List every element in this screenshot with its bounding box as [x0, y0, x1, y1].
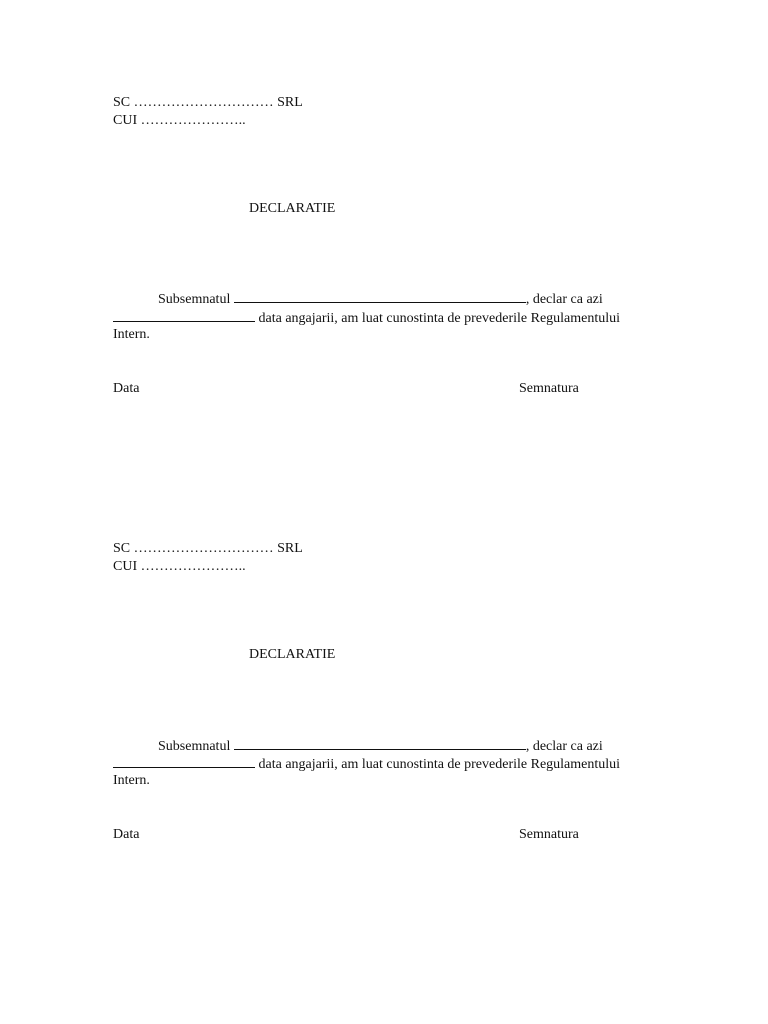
body-line-3: Intern. [113, 773, 150, 788]
declaration-title: DECLARATIE [249, 647, 336, 662]
body-line-2 [113, 755, 620, 773]
body-continuation: data angajarii, am luat cunostinta de prevederile Regulamentului [255, 311, 621, 326]
body-continuation: data angajarii, am luat cunostinta de prevederile Regulamentului [255, 757, 621, 772]
company-line: SC ………………………… SRL [113, 541, 303, 556]
subsemnatul-text: Subsemnatul [158, 739, 231, 754]
signature-label: Semnatura [519, 827, 579, 842]
date-blank [113, 309, 255, 322]
cui-line: CUI ………………….. [113, 113, 246, 128]
signature-label: Semnatura [519, 381, 579, 396]
declar-text: , declar ca azi [525, 739, 603, 754]
date-blank [113, 755, 255, 768]
body-line-2 [113, 309, 620, 327]
body-line-3: Intern. [113, 327, 150, 342]
declaration-title: DECLARATIE [249, 201, 336, 216]
body-line-1 [158, 290, 603, 308]
declar-text: , declar ca azi [525, 292, 603, 307]
company-line: SC ………………………… SRL [113, 95, 303, 110]
data-label: Data [113, 827, 140, 842]
name-blank [234, 737, 526, 750]
subsemnatul-text: Subsemnatul [158, 292, 231, 307]
name-blank [234, 290, 526, 303]
data-label: Data [113, 381, 140, 396]
cui-line: CUI ………………….. [113, 559, 246, 574]
body-line-1 [158, 737, 603, 755]
